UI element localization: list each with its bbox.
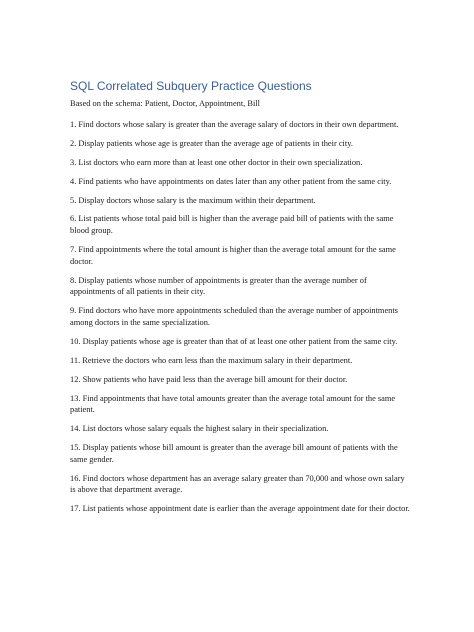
question-item: 4. Find patients who have appointments on dates later than any other patient from the same city.	[70, 176, 392, 186]
question-item: 14. List doctors whose salary equals the highest salary in their specialization.	[70, 424, 329, 434]
question-list	[70, 119, 410, 515]
question-item: 9. Find doctors who have more appointments scheduled than the average number of appointments among doctors in the same specialization.	[70, 306, 398, 327]
question-item: 10. Display patients whose age is greater than that of at least one other patient from the same city.	[70, 336, 398, 346]
question-item: 2. Display patients whose age is greater than the average age of patients in their city.	[70, 138, 353, 148]
question-item: 7. Find appointments where the total amount is higher than the average total amount for the same doctor.	[70, 245, 396, 266]
question-item: 16. Find doctors whose department has an average salary greater than 70,000 and whose own salary is above that department average.	[70, 473, 405, 495]
document-title: SQL Correlated Subquery Practice Questions	[70, 79, 312, 93]
question-item: 17. List patients whose appointment date is earlier than the average appointment date for their doctor.	[70, 504, 410, 514]
question-item: 3. List doctors who earn more than at least one other doctor in their own specialization.	[70, 157, 363, 167]
question-item: 11. Retrieve the doctors who earn less than the maximum salary in their department.	[70, 355, 353, 365]
question-item: 8. Display patients whose number of appointments is greater than the average number of appointments of all patients in their city.	[70, 275, 367, 297]
document-subtitle: Based on the schema: Patient, Doctor, Appointment, Bill	[70, 99, 260, 108]
question-item: 12. Show patients who have paid less than the average bill amount for their doctor.	[70, 374, 348, 384]
question-item: 1. Find doctors whose salary is greater than the average salary of doctors in their own department.	[70, 120, 399, 129]
question-item: 6. List patients whose total paid bill is higher than the average paid bill of patients with the same blood group.	[70, 214, 394, 236]
document-body	[70, 79, 410, 522]
question-item: 5. Display doctors whose salary is the maximum within their department.	[70, 195, 316, 205]
question-item: 15. Display patients whose bill amount is greater than the average bill amount of patients with the same gender.	[70, 442, 398, 464]
question-item: 13. Find appointments that have total amounts greater than the average total amount for the same patient.	[70, 393, 396, 415]
